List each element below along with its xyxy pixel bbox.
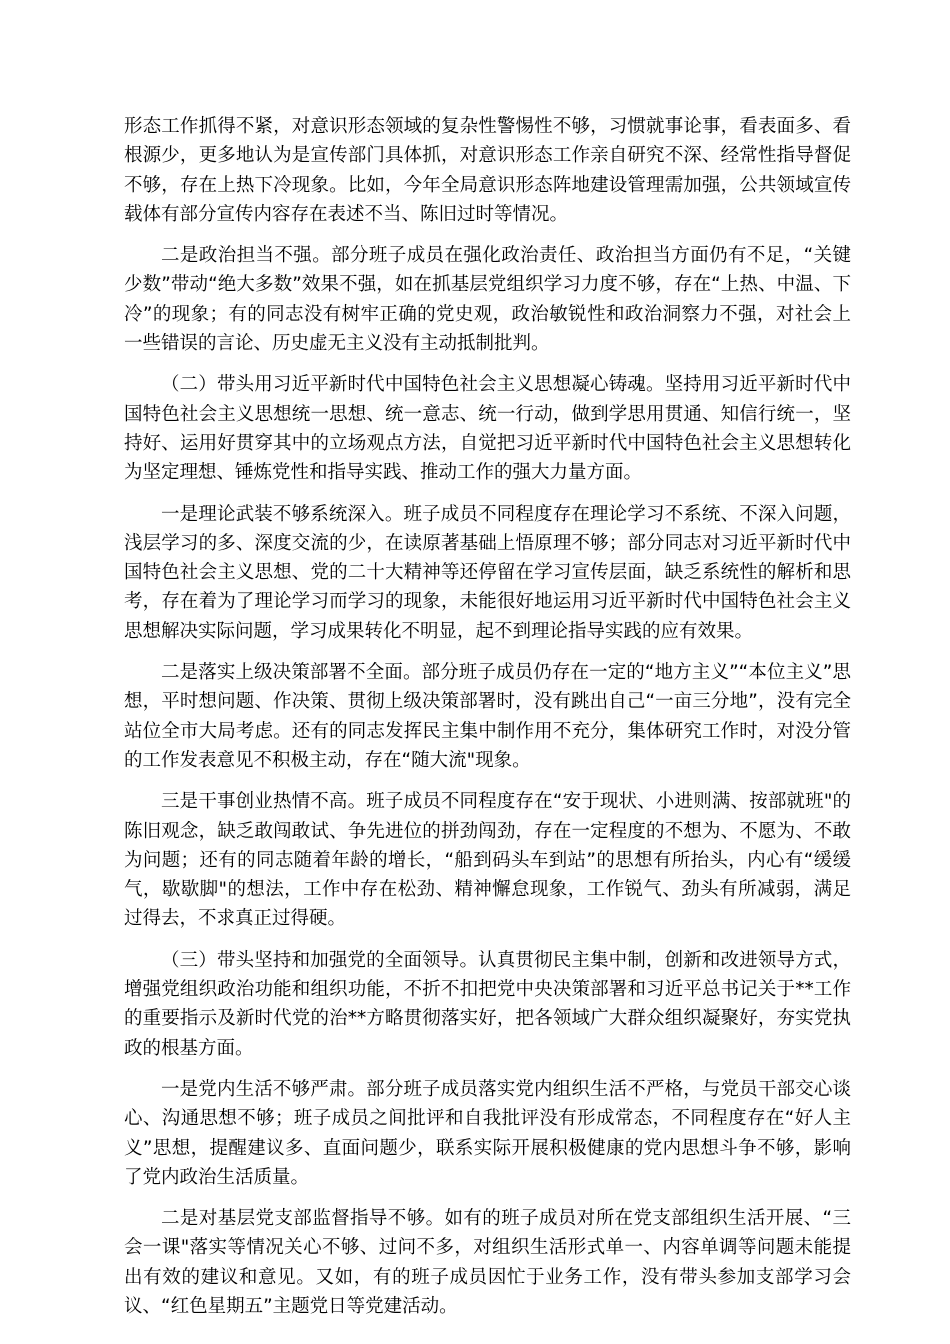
- paragraph-3-heading: （二）带头用习近平新时代中国特色社会主义思想凝心铸魂。坚持用习近平新时代中国特色社会主义思想统一思想、统一意志、统一行动，做到学思用贯通、知信行统一，坚持好、运用好贯穿其中的立场观点方法，自觉把习近平新时代中国特色社会主义思想转化为坚定理想、锤炼党性和指导实践、推动工作的强大力量方面。: [124, 374, 851, 484]
- paragraph-5: 二是落实上级决策部署不全面。部分班子成员仍存在一定的“地方主义”“本位主义”思想，平时想问题、作决策、贯彻上级决策部署时，没有跳出自己“一亩三分地”，没有完全站位全市大局考虑。还有的同志发挥民主集中制作用不充分，集体研究工作时，对没分管的工作发表意见不积极主动，存在“随大流"现象。: [124, 662, 851, 771]
- paragraph-6: 三是干事创业热情不高。班子成员不同程度存在“安于现状、小进则满、按部就班"的陈旧观念，缺乏敢闯敢试、争先进位的拼劲闯劲，存在一定程度的不想为、不愿为、不敢为问题；还有的同志随着年龄的增长，“船到码头车到站”的思想有所抬头，内心有“缓缓气，歇歇脚"的想法，工作中存在松劲、精神懈怠现象，工作锐气、劲头有所减弱，满足过得去，不求真正过得硬。: [124, 791, 851, 930]
- paragraph-9: 二是对基层党支部监督指导不够。如有的班子成员对所在党支部组织生活开展、“三会一课"落实等情况关心不够、过问不多，对组织生活形式单一、内容单调等问题未能提出有效的建议和意见。又如，有的班子成员因忙于业务工作，没有带头参加支部学习会议、“红色星期五”主题党日等党建活动。: [124, 1208, 851, 1317]
- paragraph-2: 二是政治担当不强。部分班子成员在强化政治责任、政治担当方面仍有不足，“关键少数”带动“绝大多数”效果不强，如在抓基层党组织学习力度不够，存在“上热、中温、下冷”的现象；有的同志没有树牢正确的党史观，政治敏锐性和政治洞察力不强，对社会上一些错误的言论、历史虚无主义没有主动抵制批判。: [124, 245, 851, 355]
- paragraph-1: 形态工作抓得不紧，对意识形态领域的复杂性警惕性不够，习惯就事论事，看表面多、看根源少，更多地认为是宣传部门具体抓，对意识形态工作亲自研究不深、经常性指导督促不够，存在上热下冷现象。比如，今年全局意识形态阵地建设管理需加强，公共领域宣传载体有部分宣传内容存在表述不当、陈旧过时等情况。: [124, 116, 851, 225]
- document-page: [124, 112, 851, 1321]
- paragraph-4: 一是理论武装不够系统深入。班子成员不同程度存在理论学习不系统、不深入问题，浅层学习的多、深度交流的少，在读原著基础上悟原理不够；部分同志对习近平新时代中国特色社会主义思想、党的二十大精神等还停留在学习宣传层面，缺乏系统性的解析和思考，存在着为了理论学习而学习的现象，未能很好地运用习近平新时代中国特色社会主义思想解决实际问题，学习成果转化不明显，起不到理论指导实践的应有效果。: [124, 503, 851, 642]
- paragraph-8: 一是党内生活不够严肃。部分班子成员落实党内组织生活不严格，与党员干部交心谈心、沟通思想不够；班子成员之间批评和自我批评没有形成常态，不同程度存在“好人主义”思想，提醒建议多、直面问题少，联系实际开展积极健康的党内思想斗争不够，影响了党内政治生活质量。: [124, 1078, 851, 1188]
- paragraph-7-heading: （三）带头坚持和加强党的全面领导。认真贯彻民主集中制，创新和改进领导方式，增强党组织政治功能和组织功能，不折不扣把党中央决策部署和习近平总书记关于**工作的重要指示及新时代党的治**方略贯彻落实好，把各领域广大群众组织凝聚好，夯实党执政的根基方面。: [124, 949, 851, 1059]
